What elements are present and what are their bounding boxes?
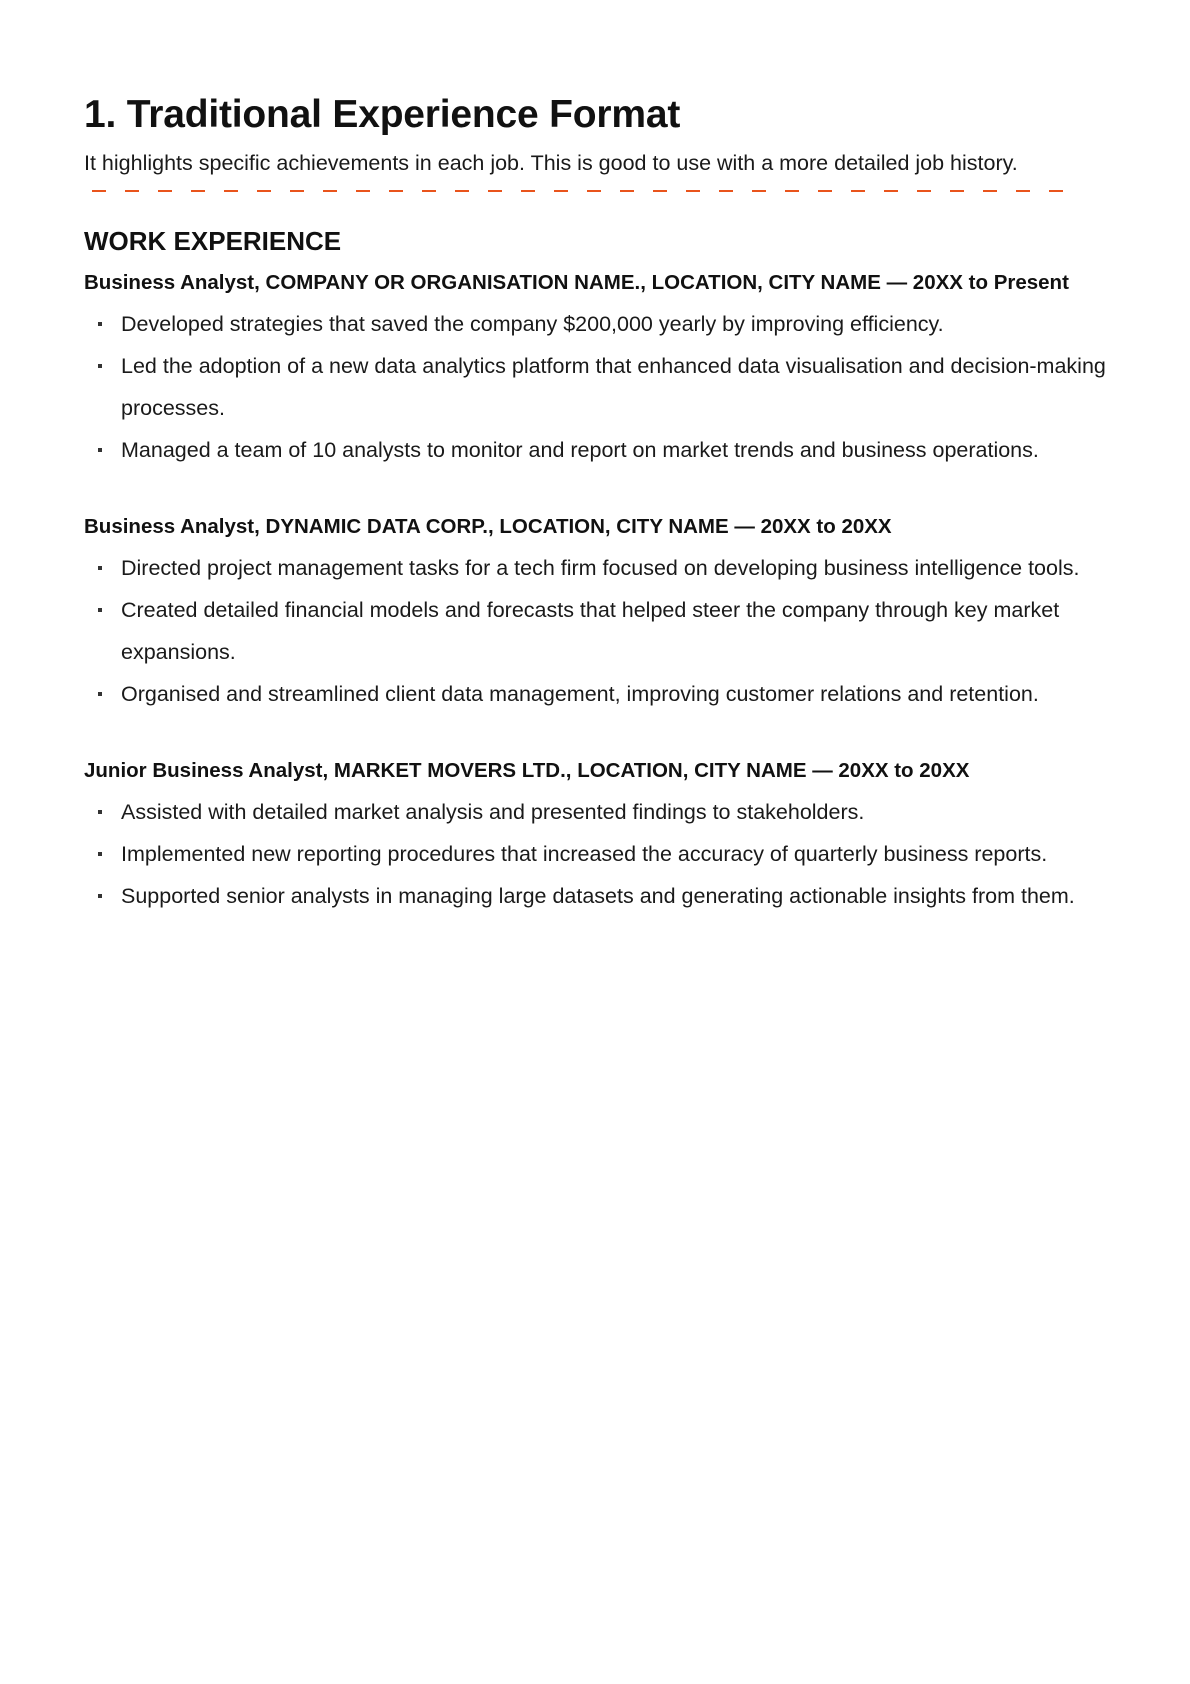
square-bullet-icon: [98, 364, 102, 368]
page-subtitle: It highlights specific achievements in each job. This is good to use with a more detailed job history.: [84, 151, 1018, 175]
job-bullet-list: [84, 303, 1124, 471]
job-bullet-text: Supported senior analysts in managing large datasets and generating actionable insights from them.: [121, 884, 1075, 908]
square-bullet-icon: [98, 448, 102, 452]
job-entry-3: [84, 757, 1124, 917]
job-bullet-text: Managed a team of 10 analysts to monitor and report on market trends and business operations.: [121, 438, 1039, 462]
job-bullet: [84, 833, 1124, 875]
job-bullet-text: Created detailed financial models and forecasts that helped steer the company through key market expansions.: [121, 598, 1060, 664]
square-bullet-icon: [98, 608, 102, 612]
document-content: [84, 90, 1124, 917]
job-bullet: [84, 589, 1124, 673]
job-entry-1: [84, 269, 1124, 471]
square-bullet-icon: [98, 894, 102, 898]
job-header: Business Analyst, COMPANY OR ORGANISATION NAME., LOCATION, CITY NAME — 20XX to Present: [84, 271, 1069, 294]
job-bullet-text: Implemented new reporting procedures that increased the accuracy of quarterly business reports.: [121, 842, 1048, 866]
job-bullet: [84, 791, 1124, 833]
job-bullet-text: Organised and streamlined client data management, improving customer relations and retention.: [121, 682, 1039, 706]
square-bullet-icon: [98, 692, 102, 696]
square-bullet-icon: [98, 566, 102, 570]
square-bullet-icon: [98, 322, 102, 326]
job-bullet-text: Developed strategies that saved the company $200,000 yearly by improving efficiency.: [121, 312, 944, 336]
job-bullet: [84, 345, 1124, 429]
job-bullet: [84, 875, 1124, 917]
job-bullet: [84, 429, 1124, 471]
job-header: Junior Business Analyst, MARKET MOVERS LTD., LOCATION, CITY NAME — 20XX to 20XX: [84, 759, 970, 782]
job-bullet: [84, 673, 1124, 715]
job-bullet: [84, 547, 1124, 589]
job-bullet: [84, 303, 1124, 345]
square-bullet-icon: [98, 852, 102, 856]
job-bullet-text: Led the adoption of a new data analytics platform that enhanced data visualisation and decision-making processes.: [121, 354, 1106, 420]
job-bullet-text: Assisted with detailed market analysis and presented findings to stakeholders.: [121, 800, 865, 824]
dashed-divider: [92, 190, 1072, 192]
job-header: Business Analyst, DYNAMIC DATA CORP., LOCATION, CITY NAME — 20XX to 20XX: [84, 515, 892, 538]
work-experience-heading: WORK EXPERIENCE: [84, 226, 342, 256]
job-bullet-text: Directed project management tasks for a tech firm focused on developing business intelligence tools.: [121, 556, 1080, 580]
job-bullet-list: [84, 547, 1124, 715]
job-entry-2: [84, 513, 1124, 715]
square-bullet-icon: [98, 810, 102, 814]
page-title: 1. Traditional Experience Format: [84, 93, 681, 136]
job-bullet-list: [84, 791, 1124, 917]
